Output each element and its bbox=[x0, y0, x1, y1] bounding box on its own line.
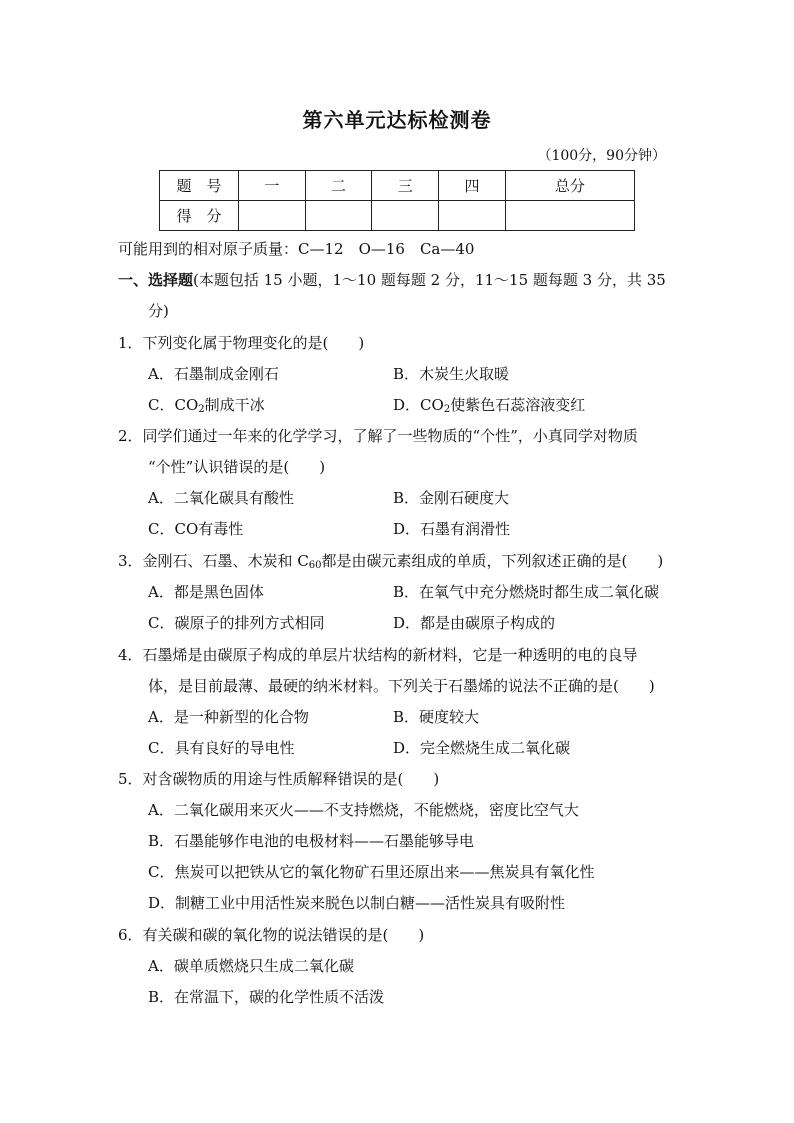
q3-option-a: A．都是黑色固体 bbox=[148, 583, 264, 601]
q1-option-d bbox=[393, 395, 585, 415]
q1-d-text: D．CO bbox=[393, 396, 444, 414]
score-row-label: 得 分 bbox=[160, 201, 239, 231]
q2-option-a: A．二氧化碳具有酸性 bbox=[148, 489, 294, 507]
q1-option-a: A．石墨制成金刚石 bbox=[148, 365, 279, 383]
question-1-stem: 1．下列变化属于物理变化的是( ) bbox=[118, 334, 365, 352]
q4-option-b: B．硬度较大 bbox=[393, 708, 480, 726]
q4-option-c: C．具有良好的导电性 bbox=[148, 739, 295, 757]
q5-option-d: D．制糖工业中用活性炭来脱色以制白糖——活性炭具有吸附性 bbox=[148, 894, 566, 912]
q2-option-d: D．石墨有润滑性 bbox=[393, 520, 511, 538]
score-cell-2 bbox=[305, 201, 372, 231]
section-1-heading bbox=[118, 270, 666, 290]
score-cell-1 bbox=[239, 201, 306, 231]
score-time-note: （100分，90分钟） bbox=[537, 148, 666, 164]
q5-option-a: A．二氧化碳用来灭火——不支持燃烧，不能燃烧，密度比空气大 bbox=[148, 801, 579, 819]
score-cell-total bbox=[505, 201, 634, 231]
q1-c-text-2: 制成干冰 bbox=[204, 396, 265, 414]
section-1-desc-cont: 分) bbox=[148, 302, 169, 320]
q3-stem-sub: 60 bbox=[308, 560, 322, 571]
q1-c-text: C．CO bbox=[148, 396, 199, 414]
question-4-stem-cont: 体，是目前最薄、最硬的纳米材料。下列关于石墨烯的说法不正确的是( ) bbox=[148, 677, 655, 695]
section-1-title: 一、选择题 bbox=[118, 271, 194, 289]
q6-option-a: A．碳单质燃烧只生成二氧化碳 bbox=[148, 957, 354, 975]
atomic-mass-note: 可能用到的相对原子质量：C—12 O—16 Ca—40 bbox=[118, 240, 475, 258]
q1-c-sub: 2 bbox=[198, 404, 205, 415]
q3-option-d: D．都是由碳原子构成的 bbox=[393, 614, 556, 632]
header-cell-1: 一 bbox=[239, 171, 306, 201]
q4-option-a: A．是一种新型的化合物 bbox=[148, 708, 309, 726]
score-cell-3 bbox=[372, 201, 439, 231]
score-table-score-row bbox=[160, 201, 635, 231]
question-6-stem: 6．有关碳和碳的氧化物的说法错误的是( ) bbox=[118, 926, 425, 944]
question-4-stem: 4．石墨烯是由碳原子构成的单层片状结构的新材料，它是一种透明的电的良导 bbox=[118, 646, 638, 664]
score-cell-4 bbox=[439, 201, 506, 231]
q4-option-d: D．完全燃烧生成二氧化碳 bbox=[393, 739, 571, 757]
q5-option-c: C．焦炭可以把铁从它的氧化物矿石里还原出来——焦炭具有氧化性 bbox=[148, 863, 595, 881]
q5-option-b: B．石墨能够作电池的电极材料——石墨能够导电 bbox=[148, 832, 475, 850]
header-cell-2: 二 bbox=[305, 171, 372, 201]
q3-stem-text-2: 都是由碳元素组成的单质，下列叙述正确的是( ) bbox=[321, 552, 664, 570]
q2-option-b: B．金刚石硬度大 bbox=[393, 489, 510, 507]
q1-option-b: B．木炭生火取暖 bbox=[393, 365, 510, 383]
q3-option-c: C．碳原子的排列方式相同 bbox=[148, 614, 325, 632]
question-2-stem-cont: “个性”认识错误的是( ) bbox=[148, 458, 326, 476]
header-cell-total: 总分 bbox=[505, 171, 634, 201]
q3-stem-text: 3．金刚石、石墨、木炭和 C bbox=[118, 552, 309, 570]
question-5-stem: 5．对含碳物质的用途与性质解释错误的是( ) bbox=[118, 770, 440, 788]
q1-d-sub: 2 bbox=[443, 404, 451, 415]
q1-option-c bbox=[148, 395, 265, 415]
q1-d-text-2: 使紫色石蕊溶液变红 bbox=[450, 396, 586, 414]
score-table-header-row bbox=[160, 171, 635, 201]
score-table bbox=[159, 170, 635, 231]
q3-option-b: B．在氧气中充分燃烧时都生成二氧化碳 bbox=[393, 583, 660, 601]
question-2-stem: 2．同学们通过一年来的化学学习，了解了一些物质的“个性”，小真同学对物质 bbox=[118, 427, 638, 445]
q2-option-c: C．CO有毒性 bbox=[148, 520, 244, 538]
question-3-stem bbox=[118, 551, 663, 571]
page-title: 第六单元达标检测卷 bbox=[302, 108, 492, 132]
header-cell-4: 四 bbox=[439, 171, 506, 201]
header-cell-3: 三 bbox=[372, 171, 439, 201]
q6-option-b: B．在常温下，碳的化学性质不活泼 bbox=[148, 988, 385, 1006]
section-1-desc: (本题包括 15 小题，1～10 题每题 2 分，11～15 题每题 3 分，共 35 bbox=[193, 271, 666, 289]
header-cell-number: 题 号 bbox=[160, 171, 239, 201]
